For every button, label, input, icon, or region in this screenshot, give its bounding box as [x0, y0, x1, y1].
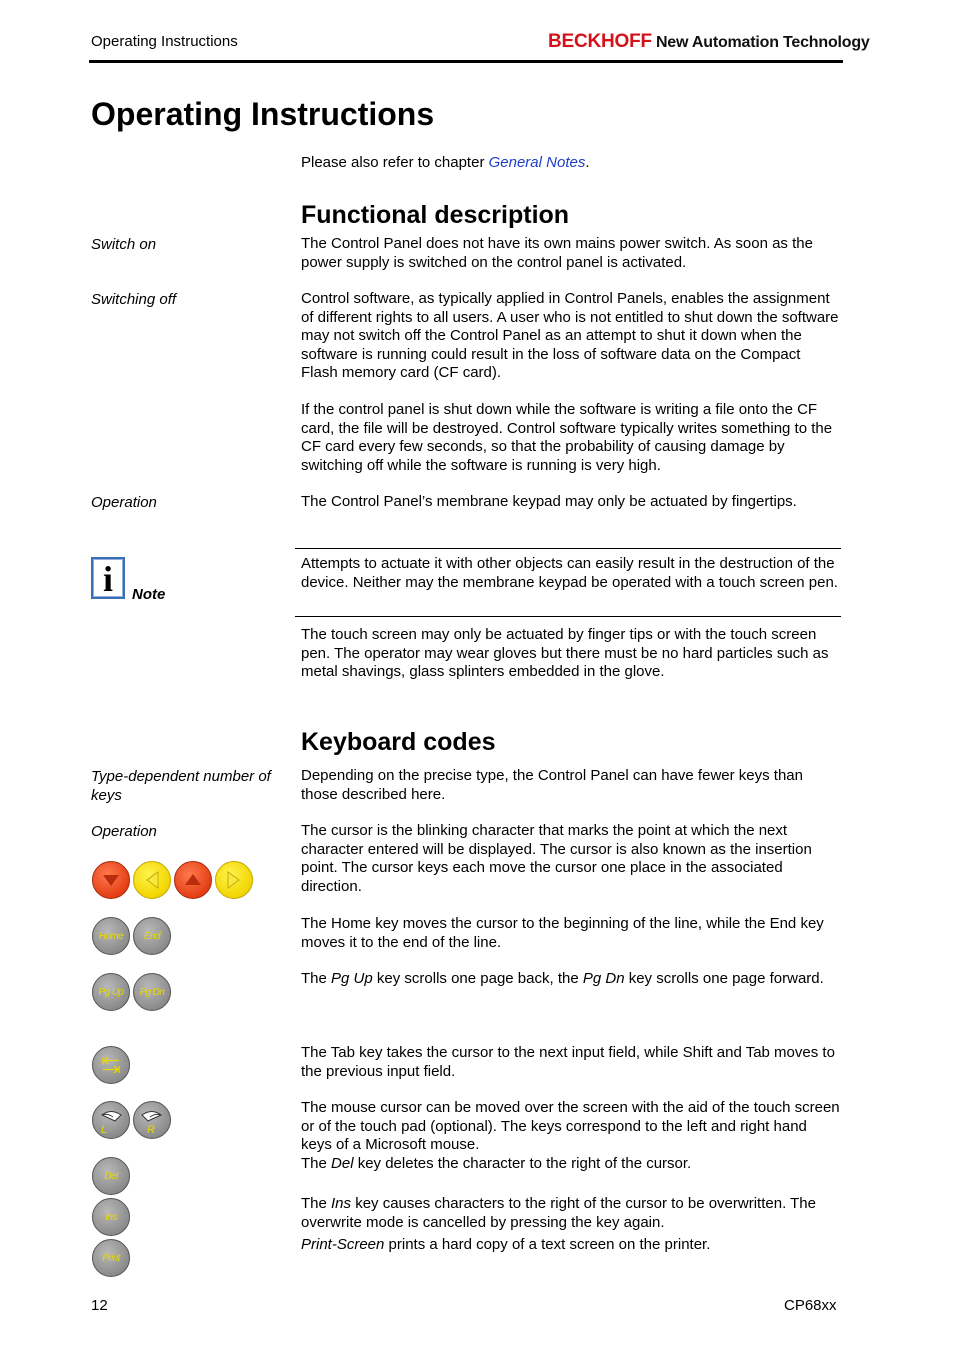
intro-paragraph: [301, 154, 841, 173]
note-text: Attempts to actuate it with other objects can easily result in the destruction of the device. Neither may the membrane keypad be operated with a touch screen pen.: [301, 555, 838, 591]
tab-arrows-icon: [99, 1054, 123, 1076]
keyboard-heading: Keyboard codes: [301, 728, 496, 756]
del-key[interactable]: Del: [92, 1157, 130, 1195]
home-end-text: The Home key moves the cursor to the beginning of the line, while the End key moves it to the end of the line.: [301, 915, 824, 951]
arrow-up-key[interactable]: [174, 861, 212, 899]
arrow-left-icon: [145, 871, 159, 889]
print-text: [301, 1236, 841, 1255]
tab-key[interactable]: [92, 1046, 130, 1084]
info-icon: i: [91, 557, 125, 599]
left-mouse-key[interactable]: [92, 1101, 130, 1139]
arrow-down-key[interactable]: [92, 861, 130, 899]
switching-off-text-1: Control software, as typically applied in Control Panels, enables the assignment of different rights to all users. A user who is not entitled to shut down the software may not switch off the Control Panel as an attempt to shut it down when the software is running could result in the loss of software data on the Compact Flash memory card (CF card).: [301, 290, 839, 382]
arrow-right-icon: [227, 871, 241, 889]
brand-tagline: New Automation Technology: [655, 34, 870, 51]
general-notes-link[interactable]: General Notes: [488, 154, 586, 171]
del-text-a: The: [301, 1155, 332, 1172]
del-term: Del: [331, 1155, 354, 1172]
pg-text-c: key scrolls one page forward.: [624, 970, 824, 987]
keyboard-operation-label: Operation: [91, 823, 157, 840]
operation-text: The Control Panel’s membrane keypad may only be actuated by fingertips.: [301, 493, 797, 510]
running-header: Operating Instructions: [91, 33, 238, 50]
intro-prefix: Please also refer to chapter: [301, 154, 489, 171]
page-up-key[interactable]: Pg Up: [92, 973, 130, 1011]
page-keys-text: [301, 970, 841, 989]
arrow-up-icon: [184, 873, 202, 887]
ins-text-b: key causes characters to the right of the cursor to be overwritten. The overwrite mode is cancelled by pressing the key again.: [301, 1195, 816, 1231]
pg-text-a: The: [301, 970, 332, 987]
switching-off-label: Switching off: [91, 291, 177, 308]
print-text-body: prints a hard copy of a text screen on the printer.: [384, 1236, 711, 1253]
note-top-rule: [295, 548, 841, 549]
switch-on-text: The Control Panel does not have its own mains power switch. As soon as the power supply is switched on the control panel is activated.: [301, 235, 813, 271]
print-screen-term: Print-Screen: [301, 1236, 385, 1253]
right-key-label: R: [147, 1124, 155, 1135]
page-number: 12: [91, 1297, 108, 1314]
product-name: CP68xx: [784, 1297, 837, 1314]
pg-text-b: key scrolls one page back, the: [372, 970, 583, 987]
header-rule: [89, 60, 843, 63]
switching-off-text-2: If the control panel is shut down while the software is writing a file onto the CF card, the file will be destroyed. Control software typically writes something to the CF card every few seconds, so that the probability of causing damage by switching off while the software is running is very high.: [301, 401, 833, 474]
switch-on-label: Switch on: [91, 236, 157, 253]
note-bottom-rule: [295, 616, 841, 617]
ins-key[interactable]: Ins: [92, 1198, 130, 1236]
mouse-text: The mouse cursor can be moved over the screen with the aid of the touch screen or of the touch pad (optional). The keys correspond to the left and right hand keys of a Microsoft mouse.: [301, 1099, 840, 1154]
pg-dn-term: Pg Dn: [582, 970, 625, 987]
ins-term: Ins: [331, 1195, 352, 1212]
end-key[interactable]: End: [133, 917, 171, 955]
arrow-left-key[interactable]: [133, 861, 171, 899]
pg-up-term: Pg Up: [331, 970, 373, 987]
tab-text: The Tab key takes the cursor to the next input field, while Shift and Tab moves to the previous input field.: [301, 1044, 835, 1080]
touch-screen-text: The touch screen may only be actuated by finger tips or with the touch screen pen. The operator may wear gloves but there must be no hard particles such as metal shavings, glass splinters embedded in the glove.: [301, 626, 829, 681]
home-key[interactable]: Home: [92, 917, 130, 955]
ins-text-a: The: [301, 1195, 332, 1212]
print-key[interactable]: Print: [92, 1239, 130, 1277]
functional-heading: Functional description: [301, 201, 570, 229]
intro-suffix: .: [585, 154, 590, 171]
del-text-b: key deletes the character to the right of the cursor.: [353, 1155, 692, 1172]
right-mouse-key[interactable]: [133, 1101, 171, 1139]
cursor-text: The cursor is the blinking character that marks the point at which the next character entered will be displayed. The cursor is also known as the insertion point. The cursor keys each move the cursor one place in the associated direction.: [301, 822, 812, 895]
ins-text: [301, 1195, 841, 1232]
type-dependent-label: Type-dependent number of keys: [91, 768, 271, 804]
operation-label: Operation: [91, 494, 157, 511]
brand-logo: [548, 31, 870, 53]
note-label: Note: [132, 586, 166, 603]
left-key-label: L: [101, 1124, 107, 1135]
mouse-right-icon: [137, 1105, 167, 1135]
page-title: Operating Instructions: [91, 96, 435, 132]
del-text: [301, 1155, 841, 1174]
arrow-down-icon: [102, 873, 120, 887]
arrow-right-key[interactable]: [215, 861, 253, 899]
mouse-left-icon: [96, 1105, 126, 1135]
brand-name: BECKHOFF: [548, 31, 652, 52]
type-dependent-text: Depending on the precise type, the Control Panel can have fewer keys than those described here.: [301, 767, 803, 803]
page-down-key[interactable]: Pg Dn: [133, 973, 171, 1011]
